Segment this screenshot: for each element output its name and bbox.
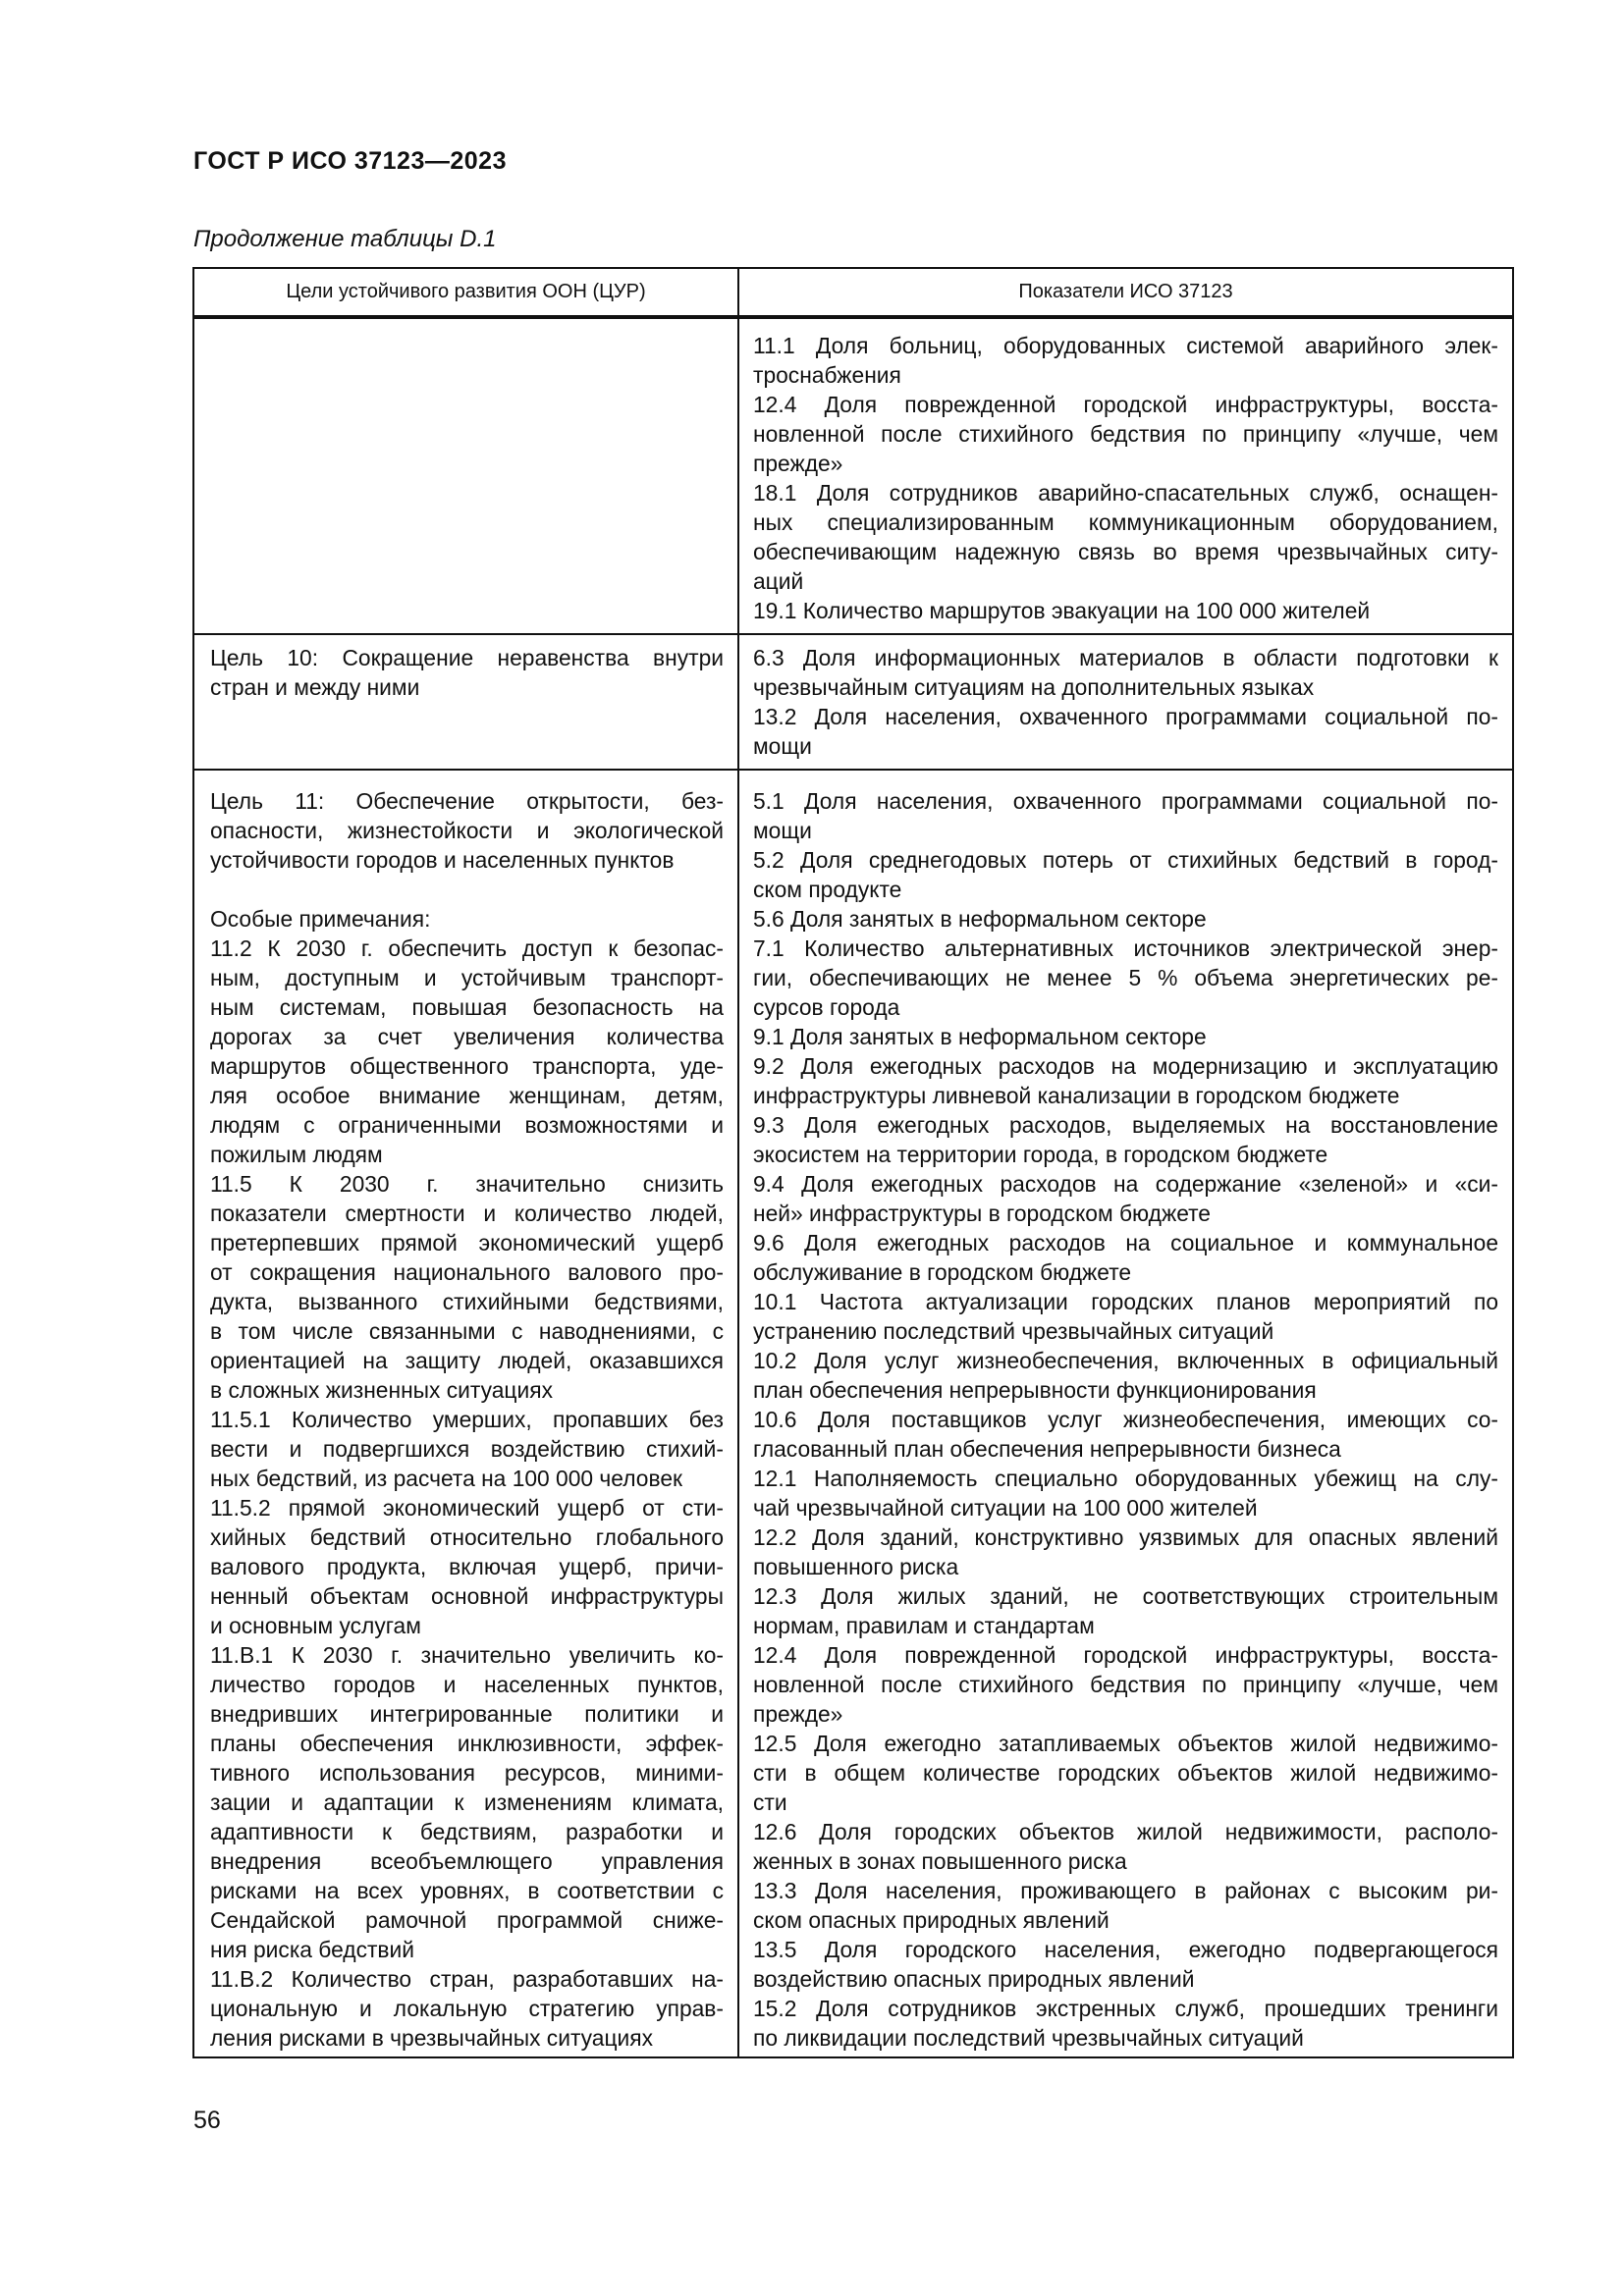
table-header-row [194, 269, 1512, 317]
text-line: 15.2 Доля сотрудников экстренных служб, прошедших тренинги [753, 1996, 1498, 2021]
text-line: обеспечивающим надежную связь во время чрезвычайных ситу- [753, 539, 1498, 564]
text-line: вести и подвергшихся воздействию стихий- [210, 1436, 724, 1462]
text-line: 6.3 Доля информационных материалов в области подготовки к [753, 645, 1498, 670]
table-row [194, 633, 1512, 769]
text-line: прежде» [753, 451, 843, 476]
text-line: 9.1 Доля занятых в неформальном секторе [753, 1024, 1207, 1049]
text-line: 7.1 Количество альтернативных источников электрической энер- [753, 935, 1498, 961]
text-line: по ликвидации последствий чрезвычайных ситуаций [753, 2025, 1304, 2051]
text-line: 11.5 К 2030 г. значительно снизить [210, 1171, 724, 1197]
text-line: нормам, правилам и стандартам [753, 1613, 1095, 1638]
text-line: Особые примечания: [210, 906, 431, 932]
text-line: ляя особое внимание женщинам, детям, [210, 1083, 724, 1108]
text-line: пожилым людям [210, 1142, 383, 1167]
text-line: Цель 10: Сокращение неравенства внутри [210, 645, 724, 670]
blank-line [210, 875, 724, 904]
text-line: 19.1 Количество маршрутов эвакуации на 100 000 жителей [753, 598, 1371, 623]
text-line: ных специализированным коммуникационным оборудованием, [753, 509, 1498, 535]
text-line: ния риска бедствий [210, 1937, 414, 1962]
table-row [194, 769, 1512, 2056]
text-line: претерпевших прямой экономический ущерб [210, 1230, 724, 1255]
text-line: сти в общем количестве городских объектов жилой недвижимо- [753, 1760, 1498, 1786]
text-line: внедривших интегрированные политики и [210, 1701, 724, 1727]
column-header-iso: Показатели ИСО 37123 [1018, 281, 1233, 302]
text-line: 12.2 Доля зданий, конструктивно уязвимых для опасных явлений [753, 1524, 1498, 1550]
text-line: людям с ограниченными возможностями и [210, 1112, 724, 1138]
text-line: 9.2 Доля ежегодных расходов на модернизацию и эксплуатацию [753, 1053, 1498, 1079]
text-line: 11.5.2 прямой экономический ущерб от сти- [210, 1495, 724, 1521]
text-line: ском опасных природных явлений [753, 1907, 1110, 1933]
text-line: чрезвычайным ситуациям на дополнительных языках [753, 674, 1315, 700]
indicators-table [192, 267, 1514, 2058]
text-line: 11.5.1 Количество умерших, пропавших без [210, 1407, 724, 1432]
indicators-cell [739, 635, 1512, 769]
text-line: мощи [753, 818, 812, 843]
text-line: ней» инфраструктуры в городском бюджете [753, 1201, 1211, 1226]
text-line: от сокращения национального валового про- [210, 1259, 724, 1285]
table-caption: Продолжение таблицы D.1 [193, 226, 497, 252]
text-line: показатели смертности и количество людей, [210, 1201, 724, 1226]
text-line: чай чрезвычайной ситуации на 100 000 жителей [753, 1495, 1258, 1521]
sdg-cell [194, 319, 739, 633]
text-line: прежде» [753, 1701, 843, 1727]
text-line: 5.6 Доля занятых в неформальном секторе [753, 906, 1207, 932]
text-line: циональную и локальную стратегию управ- [210, 1996, 724, 2021]
text-line: в том числе связанными с наводнениями, с [210, 1318, 724, 1344]
text-line: дукта, вызванного стихийными бедствиями, [210, 1289, 724, 1314]
text-line: ском продукте [753, 877, 902, 902]
text-line: 13.5 Доля городского населения, ежегодно подвергающегося [753, 1937, 1498, 1962]
text-line: 10.2 Доля услуг жизнеобеспечения, включенных в официальный [753, 1348, 1498, 1373]
text-line: дорогах за счет увеличения количества [210, 1024, 724, 1049]
text-line: гласованный план обеспечения непрерывности бизнеса [753, 1436, 1341, 1462]
text-line: повышенного риска [753, 1554, 959, 1579]
text-line: 5.1 Доля населения, охваченного программами социальной по- [753, 788, 1498, 814]
text-line: план обеспечения непрерывности функционирования [753, 1377, 1317, 1403]
text-line: ных бедствий, из расчета на 100 000 человек [210, 1466, 682, 1491]
text-line: хийных бедствий относительно глобального [210, 1524, 724, 1550]
text-line: новленной после стихийного бедствия по принципу «лучше, чем [753, 421, 1498, 447]
table-row [194, 317, 1512, 633]
text-line: 12.3 Доля жилых зданий, не соответствующих строительным [753, 1583, 1498, 1609]
text-line: стран и между ними [210, 674, 420, 700]
text-line: женных в зонах повышенного риска [753, 1848, 1127, 1874]
text-line: 10.1 Частота актуализации городских планов мероприятий по [753, 1289, 1498, 1314]
text-line: 12.4 Доля поврежденной городской инфраструктуры, восста- [753, 1642, 1498, 1668]
text-line: 13.3 Доля населения, проживающего в районах с высоким ри- [753, 1878, 1498, 1903]
text-line: сурсов города [753, 994, 900, 1020]
text-line: внедрения всеобъемлющего управления [210, 1848, 724, 1874]
text-line: 12.1 Наполняемость специально оборудованных убежищ на слу- [753, 1466, 1498, 1491]
text-line: тивного использования ресурсов, миними- [210, 1760, 724, 1786]
text-line: ориентацией на защиту людей, оказавшихся [210, 1348, 724, 1373]
text-line: опасности, жизнестойкости и экологической [210, 818, 724, 843]
text-line: валового продукта, включая ущерб, причи- [210, 1554, 724, 1579]
text-line: ления рисками в чрезвычайных ситуациях [210, 2025, 653, 2051]
text-line: 11.В.2 Количество стран, разработавших на- [210, 1966, 724, 1992]
text-line: зации и адаптации к изменениям климата, [210, 1789, 724, 1815]
sdg-cell [194, 771, 739, 2056]
text-line: 13.2 Доля населения, охваченного программами социальной по- [753, 704, 1498, 729]
text-line: гии, обеспечивающих не менее 5 % объема энергетических ре- [753, 965, 1498, 990]
text-line: 11.В.1 К 2030 г. значительно увеличить ко- [210, 1642, 724, 1668]
text-line: воздействию опасных природных явлений [753, 1966, 1195, 1992]
column-header-sdg: Цели устойчивого развития ООН (ЦУР) [194, 269, 739, 315]
text-line: 9.3 Доля ежегодных расходов, выделяемых на восстановление [753, 1112, 1498, 1138]
text-line: 11.2 К 2030 г. обеспечить доступ к безопас- [210, 935, 724, 961]
text-line: 9.4 Доля ежегодных расходов на содержание «зеленой» и «си- [753, 1171, 1498, 1197]
text-line: рисками на всех уровнях, в соответствии с [210, 1878, 724, 1903]
text-line: Сендайской рамочной программой сниже- [210, 1907, 724, 1933]
text-line: устойчивости городов и населенных пунктов [210, 847, 675, 873]
text-line: ным системам, повышая безопасность на [210, 994, 724, 1020]
text-line: сти [753, 1789, 787, 1815]
text-line: планы обеспечения инклюзивности, эффек- [210, 1731, 724, 1756]
text-line: обслуживание в городском бюджете [753, 1259, 1132, 1285]
text-line: аций [753, 568, 804, 594]
text-line: ным, доступным и устойчивым транспорт- [210, 965, 724, 990]
text-line: маршрутов общественного транспорта, уде- [210, 1053, 724, 1079]
sdg-cell [194, 635, 739, 769]
text-line: Цель 11: Обеспечение открытости, без- [210, 788, 724, 814]
page-number: 56 [193, 2107, 221, 2134]
text-line: ненный объектам основной инфраструктуры [210, 1583, 724, 1609]
text-line: инфраструктуры ливневой канализации в городском бюджете [753, 1083, 1400, 1108]
text-line: адаптивности к бедствиям, разработки и [210, 1819, 724, 1844]
text-line: экосистем на территории города, в городском бюджете [753, 1142, 1328, 1167]
text-line: 18.1 Доля сотрудников аварийно-спасательных служб, оснащен- [753, 480, 1498, 506]
indicators-cell [739, 771, 1512, 2056]
text-line: 10.6 Доля поставщиков услуг жизнеобеспечения, имеющих со- [753, 1407, 1498, 1432]
text-line: троснабжения [753, 362, 901, 388]
text-line: личество городов и населенных пунктов, [210, 1672, 724, 1697]
text-line: новленной после стихийного бедствия по принципу «лучше, чем [753, 1672, 1498, 1697]
text-line: 12.6 Доля городских объектов жилой недвижимости, располо- [753, 1819, 1498, 1844]
text-line: в сложных жизненных ситуациях [210, 1377, 553, 1403]
text-line: 12.4 Доля поврежденной городской инфраструктуры, восста- [753, 392, 1498, 417]
text-line: мощи [753, 733, 812, 759]
text-line: 11.1 Доля больниц, оборудованных системой аварийного элек- [753, 333, 1498, 358]
text-line: 9.6 Доля ежегодных расходов на социальное и коммунальное [753, 1230, 1498, 1255]
indicators-cell [739, 319, 1512, 633]
text-line: 5.2 Доля среднегодовых потерь от стихийных бедствий в город- [753, 847, 1498, 873]
text-line: 12.5 Доля ежегодно затапливаемых объектов жилой недвижимо- [753, 1731, 1498, 1756]
text-line: и основным услугам [210, 1613, 421, 1638]
document-header: ГОСТ Р ИСО 37123—2023 [193, 147, 507, 175]
text-line: устранению последствий чрезвычайных ситуаций [753, 1318, 1274, 1344]
